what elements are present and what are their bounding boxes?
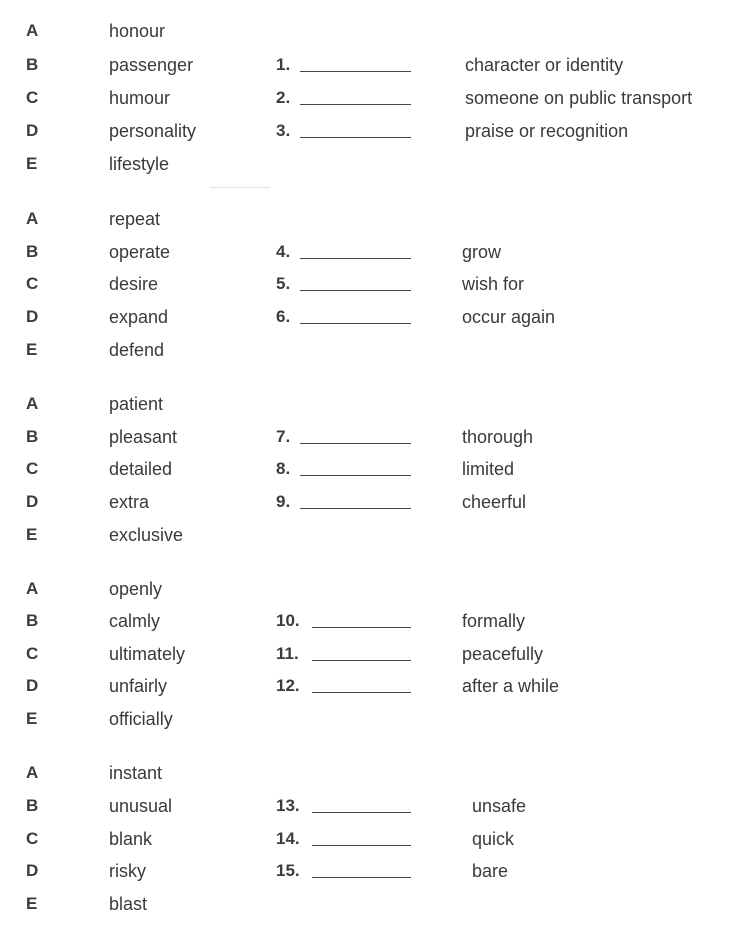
option-letter: A (26, 579, 39, 598)
option-row (0, 337, 733, 363)
question-number: 2. (276, 88, 291, 107)
option-row (0, 151, 733, 177)
option-row (0, 206, 733, 232)
option-row (0, 608, 733, 634)
answer-blank[interactable] (300, 508, 411, 509)
option-row (0, 239, 733, 265)
option-row (0, 271, 733, 297)
answer-blank[interactable] (312, 845, 411, 846)
option-word: instant (109, 763, 163, 783)
option-letter: B (26, 611, 39, 630)
option-letter: D (26, 492, 39, 511)
option-letter: B (26, 242, 39, 261)
option-row (0, 576, 733, 602)
option-letter: C (26, 829, 39, 848)
answer-blank[interactable] (300, 258, 411, 259)
answer-blank[interactable] (300, 290, 411, 291)
answer-blank[interactable] (300, 475, 411, 476)
option-word: operate (109, 242, 171, 262)
matching-group-5 (0, 760, 733, 930)
option-word: honour (109, 21, 166, 41)
question-number: 15. (276, 861, 300, 880)
option-row (0, 304, 733, 330)
option-row (0, 891, 733, 917)
definition: someone on public transport (465, 88, 693, 108)
option-word: repeat (109, 209, 161, 229)
definition: wish for (462, 274, 525, 294)
question-number: 4. (276, 242, 291, 261)
option-row (0, 118, 733, 144)
option-letter: C (26, 274, 39, 293)
answer-blank[interactable] (300, 323, 411, 324)
question-number: 8. (276, 459, 291, 478)
option-word: passenger (109, 55, 194, 75)
question-number: 7. (276, 427, 291, 446)
option-word: blank (109, 829, 153, 849)
answer-blank[interactable] (312, 660, 411, 661)
definition: praise or recognition (465, 121, 629, 141)
option-word: expand (109, 307, 169, 327)
definition: cheerful (462, 492, 527, 512)
option-letter: A (26, 21, 39, 40)
question-number: 9. (276, 492, 291, 511)
option-letter: D (26, 121, 39, 140)
option-row (0, 522, 733, 548)
question-number: 6. (276, 307, 291, 326)
question-number: 3. (276, 121, 291, 140)
option-row (0, 641, 733, 667)
definition: after a while (462, 676, 560, 696)
question-number: 13. (276, 796, 300, 815)
option-letter: E (26, 340, 38, 359)
option-row (0, 793, 733, 819)
question-number: 1. (276, 55, 291, 74)
option-letter: B (26, 55, 39, 74)
definition: formally (462, 611, 526, 631)
answer-blank[interactable] (312, 692, 411, 693)
option-row (0, 18, 733, 44)
option-row (0, 456, 733, 482)
option-word: extra (109, 492, 150, 512)
option-letter: C (26, 644, 39, 663)
option-word: openly (109, 579, 163, 599)
definition: unsafe (472, 796, 527, 816)
option-row (0, 760, 733, 786)
answer-blank[interactable] (300, 71, 411, 72)
option-row (0, 489, 733, 515)
option-word: patient (109, 394, 164, 414)
matching-group-4 (0, 576, 733, 746)
option-word: defend (109, 340, 165, 360)
option-word: exclusive (109, 525, 184, 545)
option-row (0, 52, 733, 78)
option-word: detailed (109, 459, 173, 479)
option-word: unfairly (109, 676, 168, 696)
definition: thorough (462, 427, 534, 447)
matching-group-2 (0, 206, 733, 376)
definition: character or identity (465, 55, 624, 75)
option-word: pleasant (109, 427, 178, 447)
option-word: desire (109, 274, 159, 294)
option-letter: D (26, 861, 39, 880)
question-number: 5. (276, 274, 291, 293)
option-row (0, 858, 733, 884)
option-word: unusual (109, 796, 173, 816)
option-letter: E (26, 894, 38, 913)
option-letter: A (26, 394, 39, 413)
answer-blank[interactable] (312, 627, 411, 628)
matching-group-3 (0, 391, 733, 561)
option-letter: B (26, 796, 39, 815)
option-letter: B (26, 427, 39, 446)
option-letter: A (26, 763, 39, 782)
option-row (0, 391, 733, 417)
option-letter: D (26, 307, 39, 326)
option-word: blast (109, 894, 148, 914)
answer-blank[interactable] (312, 812, 411, 813)
option-word: lifestyle (109, 154, 170, 174)
option-word: calmly (109, 611, 161, 631)
option-word: personality (109, 121, 197, 141)
scan-smudge (210, 187, 270, 188)
definition: limited (462, 459, 515, 479)
definition: bare (472, 861, 509, 881)
option-letter: C (26, 88, 39, 107)
option-word: risky (109, 861, 146, 881)
definition: quick (472, 829, 515, 849)
answer-blank[interactable] (300, 443, 411, 444)
definition: peacefully (462, 644, 544, 664)
question-number: 14. (276, 829, 300, 848)
option-letter: A (26, 209, 39, 228)
option-row (0, 424, 733, 450)
option-row (0, 826, 733, 852)
option-letter: E (26, 709, 38, 728)
option-row (0, 673, 733, 699)
answer-blank[interactable] (312, 877, 411, 878)
option-row (0, 85, 733, 111)
answer-blank[interactable] (300, 137, 411, 138)
answer-blank[interactable] (300, 104, 411, 105)
option-letter: D (26, 676, 39, 695)
question-number: 12. (276, 676, 300, 695)
definition: grow (462, 242, 502, 262)
question-number: 10. (276, 611, 300, 630)
option-letter: C (26, 459, 39, 478)
option-word: officially (109, 709, 173, 729)
option-word: humour (109, 88, 171, 108)
option-word: ultimately (109, 644, 186, 664)
definition: occur again (462, 307, 556, 327)
option-letter: E (26, 154, 38, 173)
matching-group-1 (0, 18, 733, 188)
option-row (0, 706, 733, 732)
option-letter: E (26, 525, 38, 544)
question-number: 11. (276, 644, 299, 663)
